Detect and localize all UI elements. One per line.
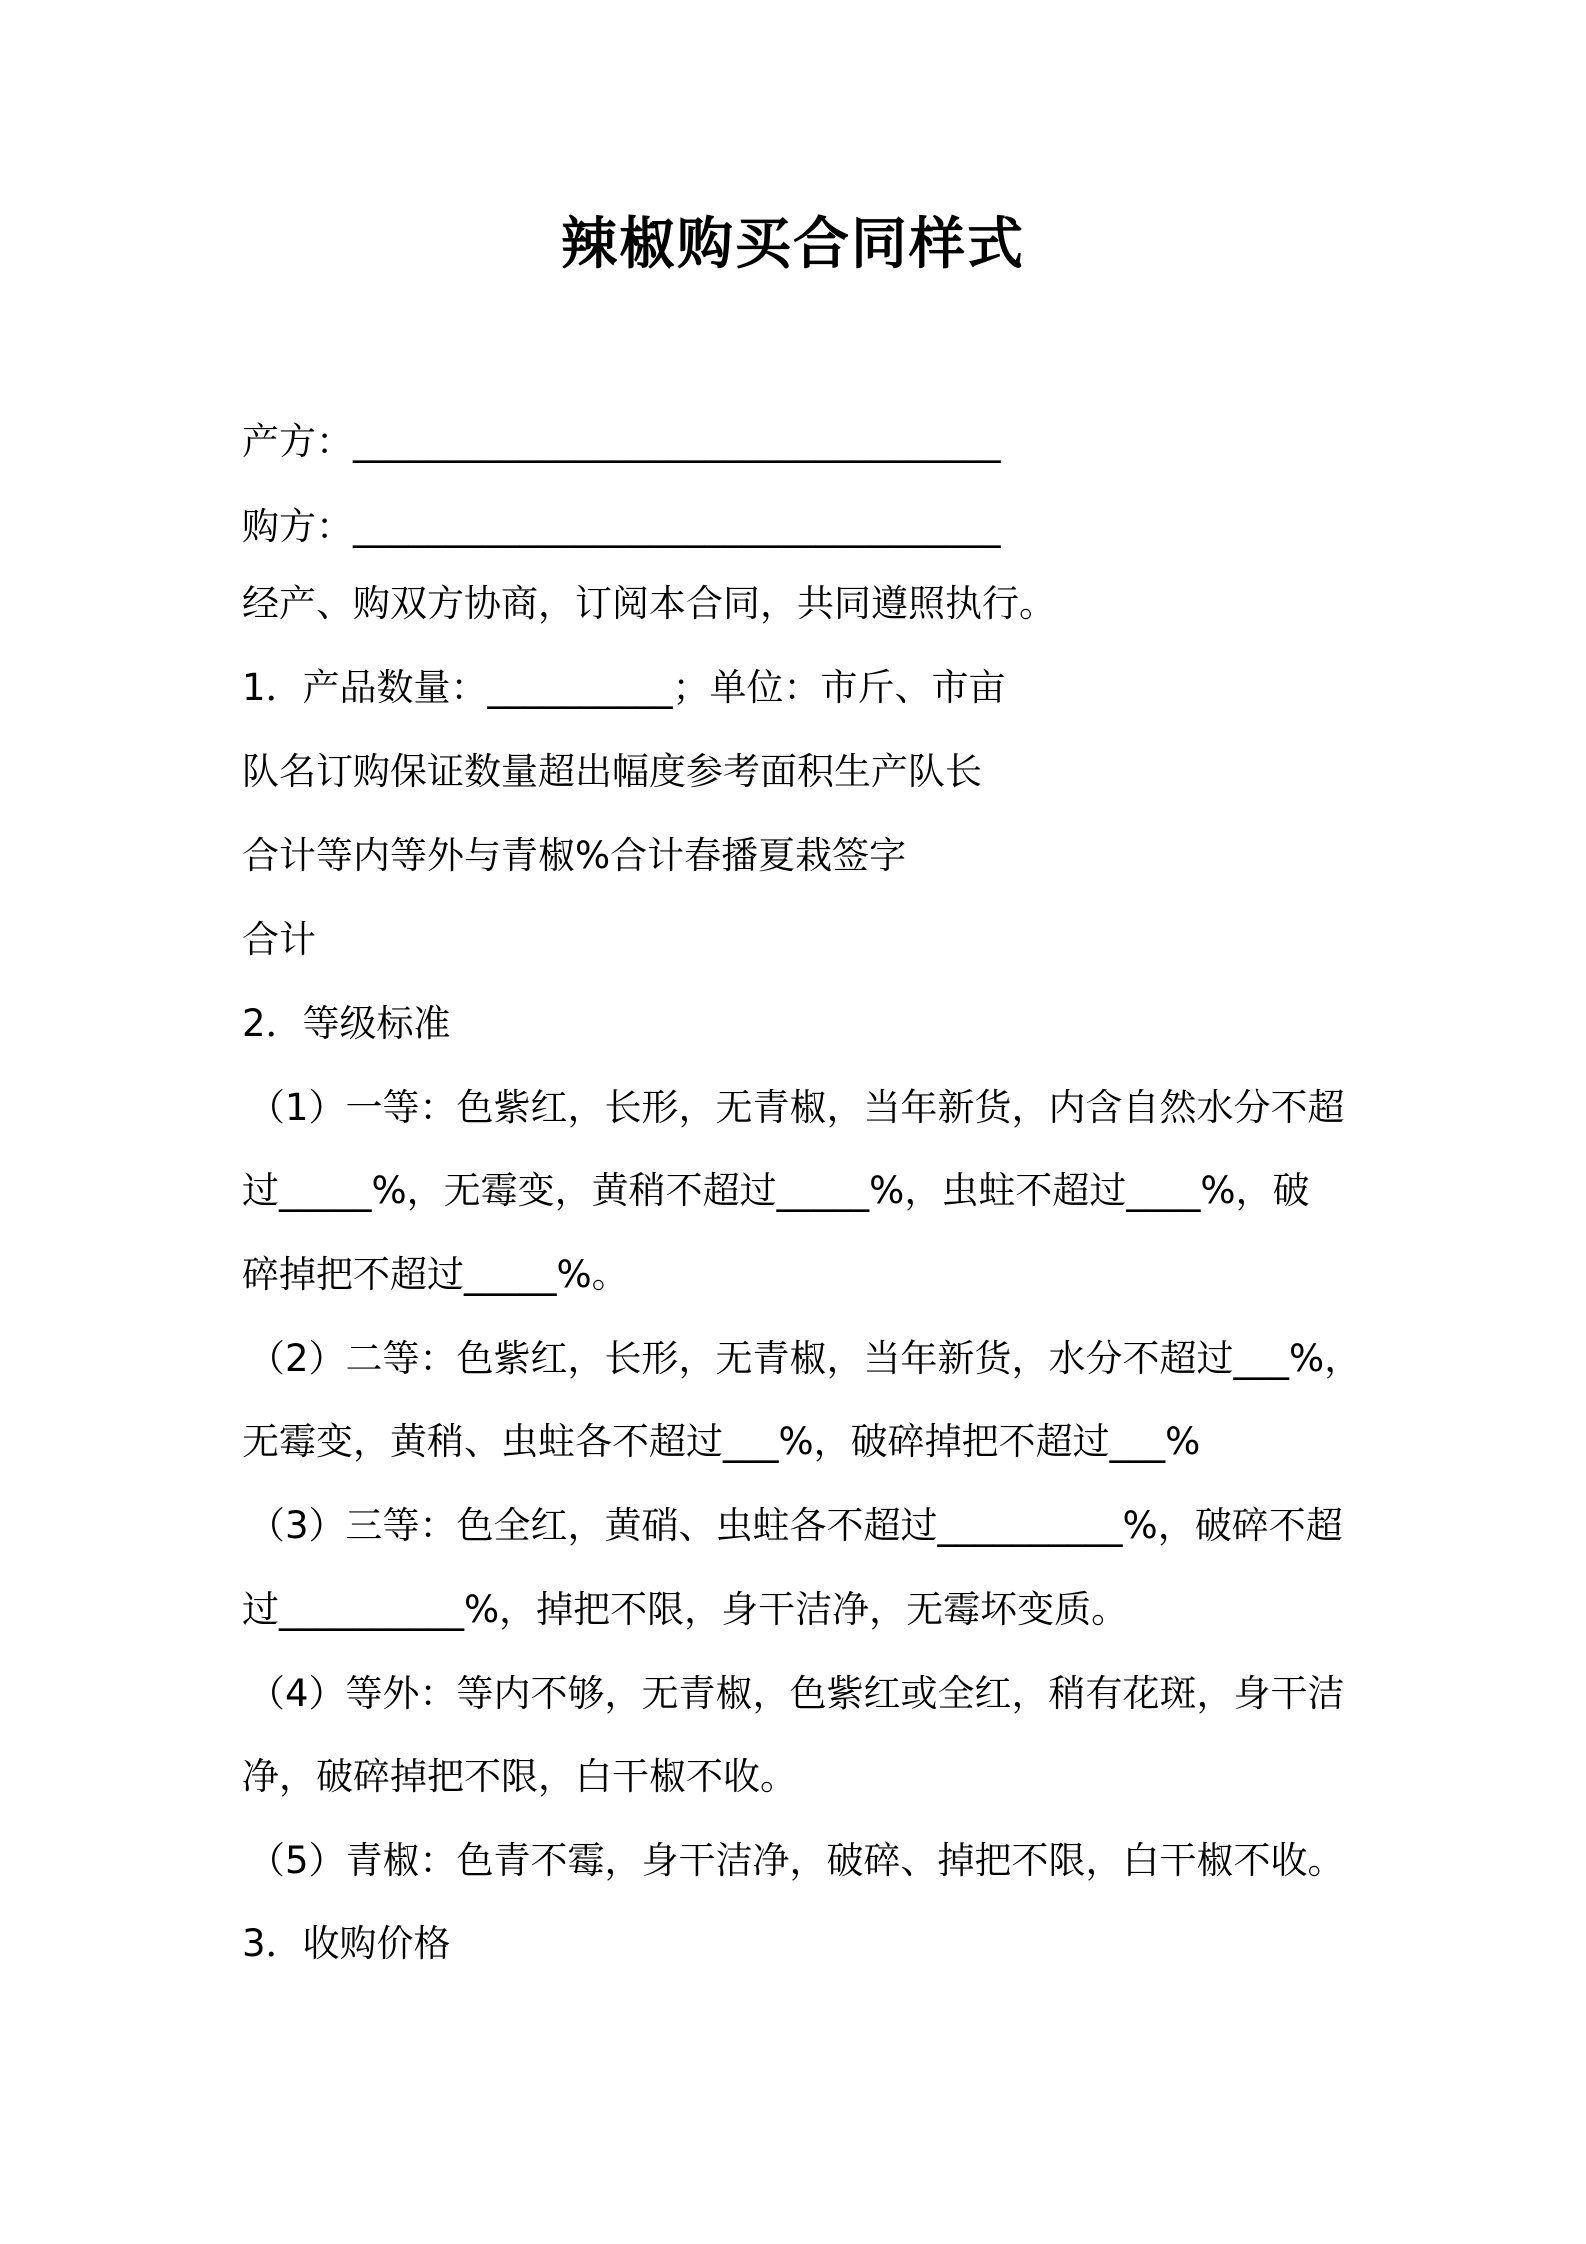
section-2-heading: 2．等级标准 bbox=[242, 1002, 451, 1045]
grade-3-line-2: 过__________%，掉把不限，身干洁净，无霉坏变质。 bbox=[242, 1588, 1129, 1631]
table-header-row-1: 队名订购保证数量超出幅度参考面积生产队长 bbox=[242, 750, 982, 793]
document-title: 辣椒购买合同样式 bbox=[561, 212, 1025, 277]
table-total-row: 合计 bbox=[242, 918, 316, 961]
grade-substandard-line-2: 净，破碎掉把不限，白干椒不收。 bbox=[242, 1755, 797, 1798]
grade-green-pepper: （5）青椒：色青不霉，身干洁净，破碎、掉把不限，白干椒不收。 bbox=[248, 1839, 1345, 1882]
agreement-intro: 经产、购双方协商，订阅本合同，共同遵照执行。 bbox=[242, 582, 1056, 625]
grade-substandard-line-1: （4）等外：等内不够，无青椒，色紫红或全红，稍有花斑，身干洁 bbox=[248, 1672, 1345, 1715]
grade-2-line-2: 无霉变，黄稍、虫蛀各不超过___%，破碎掉把不超过___% bbox=[242, 1420, 1201, 1463]
section-1-heading: 1．产品数量：__________；单位：市斤、市亩 bbox=[242, 666, 1006, 709]
grade-2-line-1: （2）二等：色紫红，长形，无青椒，当年新货，水分不超过___%， bbox=[248, 1337, 1362, 1380]
section-3-heading: 3．收购价格 bbox=[242, 1922, 451, 1965]
grade-1-line-3: 碎掉把不超过_____%。 bbox=[242, 1253, 629, 1296]
table-header-row-2: 合计等内等外与青椒%合计春播夏栽签字 bbox=[242, 834, 907, 877]
grade-3-line-1: （3）三等：色全红，黄硝、虫蛀各不超过__________%，破碎不超 bbox=[248, 1504, 1343, 1547]
buyer-field: 购方：___________________________________ bbox=[242, 505, 1001, 548]
grade-1-line-1: （1）一等：色紫红，长形，无青椒，当年新货，内含自然水分不超 bbox=[248, 1086, 1345, 1129]
seller-field: 产方：___________________________________ bbox=[242, 420, 1001, 463]
grade-1-line-2: 过_____%，无霉变，黄稍不超过_____%，虫蛀不超过____%，破 bbox=[242, 1169, 1310, 1212]
